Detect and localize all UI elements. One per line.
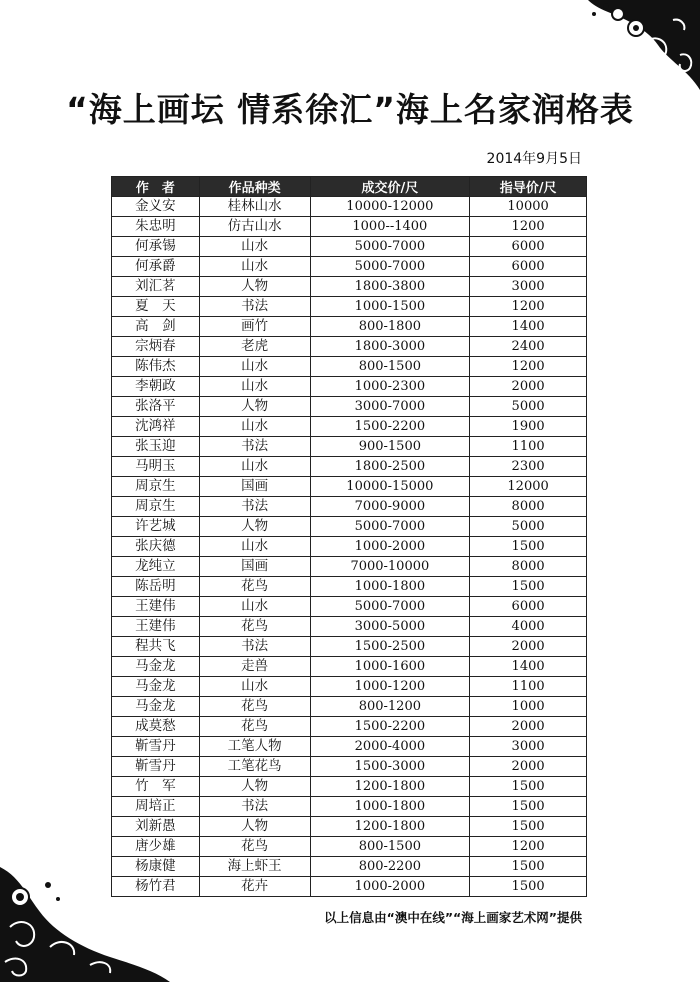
deal-price-cell: 1800-3000	[310, 337, 470, 357]
category-cell: 山水	[199, 417, 310, 437]
table-row	[112, 837, 587, 857]
guide-price-cell: 8000	[470, 557, 587, 577]
category-cell: 山水	[199, 377, 310, 397]
guide-price-cell: 8000	[470, 497, 587, 517]
table-row	[112, 197, 587, 217]
artist-cell: 许艺城	[112, 517, 200, 537]
artist-cell: 竹 军	[112, 777, 200, 797]
category-cell: 山水	[199, 237, 310, 257]
deal-price-cell: 800-1800	[310, 317, 470, 337]
deal-price-cell: 1200-1800	[310, 777, 470, 797]
guide-price-cell: 6000	[470, 237, 587, 257]
artist-cell: 朱忠明	[112, 217, 200, 237]
guide-price-cell: 10000	[470, 197, 587, 217]
category-cell: 花鸟	[199, 717, 310, 737]
artist-cell: 宗炳春	[112, 337, 200, 357]
guide-price-cell: 6000	[470, 257, 587, 277]
page-title: “海上画坛 情系徐汇”海上名家润格表	[66, 90, 634, 129]
table-row	[112, 617, 587, 637]
table-row	[112, 757, 587, 777]
guide-price-cell: 1500	[470, 777, 587, 797]
artist-cell: 马金龙	[112, 657, 200, 677]
deal-price-cell: 800-1500	[310, 357, 470, 377]
deal-price-cell: 1800-2500	[310, 457, 470, 477]
table-row	[112, 277, 587, 297]
category-cell: 走兽	[199, 657, 310, 677]
table-row	[112, 777, 587, 797]
deal-price-cell: 3000-5000	[310, 617, 470, 637]
floral-ornament-top-right	[588, 0, 700, 90]
guide-price-cell: 4000	[470, 617, 587, 637]
artist-cell: 龙纯立	[112, 557, 200, 577]
category-cell: 书法	[199, 437, 310, 457]
guide-price-cell: 2000	[470, 377, 587, 397]
guide-price-cell: 1200	[470, 297, 587, 317]
deal-price-cell: 800-2200	[310, 857, 470, 877]
guide-price-cell: 1500	[470, 857, 587, 877]
date-label: 2014年9月5日	[486, 151, 582, 167]
deal-price-cell: 800-1500	[310, 837, 470, 857]
artist-cell: 李朝政	[112, 377, 200, 397]
table-row	[112, 517, 587, 537]
table-row	[112, 857, 587, 877]
category-cell: 花鸟	[199, 837, 310, 857]
artist-cell: 刘新愚	[112, 817, 200, 837]
guide-price-cell: 1200	[470, 837, 587, 857]
deal-price-cell: 5000-7000	[310, 237, 470, 257]
table-row	[112, 397, 587, 417]
artist-cell: 靳雪丹	[112, 757, 200, 777]
guide-price-cell: 1100	[470, 437, 587, 457]
table-row	[112, 697, 587, 717]
deal-price-cell: 2000-4000	[310, 737, 470, 757]
deal-price-cell: 1500-2200	[310, 417, 470, 437]
table-row	[112, 357, 587, 377]
artist-cell: 何承爵	[112, 257, 200, 277]
deal-price-cell: 7000-10000	[310, 557, 470, 577]
deal-price-cell: 1200-1800	[310, 817, 470, 837]
deal-price-cell: 1500-3000	[310, 757, 470, 777]
table-row	[112, 737, 587, 757]
artist-cell: 周京生	[112, 477, 200, 497]
artist-cell: 张洛平	[112, 397, 200, 417]
guide-price-cell: 2300	[470, 457, 587, 477]
deal-price-cell: 5000-7000	[310, 257, 470, 277]
guide-price-cell: 12000	[470, 477, 587, 497]
table-row	[112, 677, 587, 697]
artist-cell: 张庆德	[112, 537, 200, 557]
guide-price-cell: 1500	[470, 877, 587, 897]
category-cell: 山水	[199, 357, 310, 377]
deal-price-cell: 7000-9000	[310, 497, 470, 517]
category-cell: 工笔花鸟	[199, 757, 310, 777]
artist-cell: 高 剑	[112, 317, 200, 337]
deal-price-cell: 1000-1800	[310, 577, 470, 597]
table-row	[112, 717, 587, 737]
guide-price-cell: 2000	[470, 757, 587, 777]
table-row	[112, 377, 587, 397]
guide-price-cell: 1000	[470, 697, 587, 717]
deal-price-cell: 3000-7000	[310, 397, 470, 417]
artist-cell: 杨竹君	[112, 877, 200, 897]
artist-cell: 陈岳明	[112, 577, 200, 597]
deal-price-cell: 900-1500	[310, 437, 470, 457]
table-row	[112, 417, 587, 437]
artist-cell: 刘汇茗	[112, 277, 200, 297]
table-row	[112, 477, 587, 497]
deal-price-cell: 10000-15000	[310, 477, 470, 497]
table-row	[112, 257, 587, 277]
guide-price-cell: 1900	[470, 417, 587, 437]
table-body	[112, 197, 587, 897]
category-cell: 花鸟	[199, 617, 310, 637]
category-cell: 工笔人物	[199, 737, 310, 757]
table-row	[112, 297, 587, 317]
category-cell: 人物	[199, 277, 310, 297]
table-row	[112, 597, 587, 617]
guide-price-cell: 1500	[470, 577, 587, 597]
source-note: 以上信息由“澳中在线”“海上画家艺术网”提供	[324, 910, 582, 925]
category-cell: 山水	[199, 257, 310, 277]
table-row	[112, 437, 587, 457]
deal-price-cell: 10000-12000	[310, 197, 470, 217]
artist-cell: 王建伟	[112, 617, 200, 637]
artist-cell: 马金龙	[112, 697, 200, 717]
table-row	[112, 817, 587, 837]
category-cell: 桂林山水	[199, 197, 310, 217]
guide-price-cell: 1500	[470, 537, 587, 557]
deal-price-cell: 800-1200	[310, 697, 470, 717]
category-cell: 花鸟	[199, 697, 310, 717]
table-row	[112, 797, 587, 817]
table-row	[112, 637, 587, 657]
category-cell: 仿古山水	[199, 217, 310, 237]
category-cell: 书法	[199, 637, 310, 657]
artist-cell: 周培正	[112, 797, 200, 817]
deal-price-cell: 1000-2000	[310, 877, 470, 897]
artist-cell: 何承锡	[112, 237, 200, 257]
guide-price-cell: 1100	[470, 677, 587, 697]
category-cell: 山水	[199, 677, 310, 697]
category-cell: 人物	[199, 517, 310, 537]
artist-cell: 陈伟杰	[112, 357, 200, 377]
artist-cell: 夏 天	[112, 297, 200, 317]
guide-price-cell: 3000	[470, 737, 587, 757]
guide-price-cell: 2000	[470, 717, 587, 737]
deal-price-cell: 1000-1500	[310, 297, 470, 317]
category-cell: 老虎	[199, 337, 310, 357]
guide-price-cell: 1200	[470, 357, 587, 377]
guide-price-cell: 2000	[470, 637, 587, 657]
header-artist: 作 者	[112, 177, 200, 197]
guide-price-cell: 1200	[470, 217, 587, 237]
artist-cell: 杨康健	[112, 857, 200, 877]
category-cell: 人物	[199, 397, 310, 417]
category-cell: 人物	[199, 817, 310, 837]
table-row	[112, 877, 587, 897]
deal-price-cell: 5000-7000	[310, 597, 470, 617]
category-cell: 书法	[199, 797, 310, 817]
guide-price-cell: 1500	[470, 817, 587, 837]
deal-price-cell: 1800-3800	[310, 277, 470, 297]
header-deal-price: 成交价/尺	[310, 177, 470, 197]
category-cell: 国画	[199, 477, 310, 497]
table-header-row	[112, 177, 587, 197]
table-row	[112, 237, 587, 257]
artist-cell: 王建伟	[112, 597, 200, 617]
table-row	[112, 217, 587, 237]
artist-cell: 马明玉	[112, 457, 200, 477]
deal-price-cell: 1000-1800	[310, 797, 470, 817]
table-row	[112, 337, 587, 357]
artist-cell: 成莫愁	[112, 717, 200, 737]
category-cell: 山水	[199, 457, 310, 477]
category-cell: 国画	[199, 557, 310, 577]
guide-price-cell: 5000	[470, 397, 587, 417]
deal-price-cell: 1000--1400	[310, 217, 470, 237]
guide-price-cell: 2400	[470, 337, 587, 357]
guide-price-cell: 1400	[470, 657, 587, 677]
artist-cell: 周京生	[112, 497, 200, 517]
deal-price-cell: 1000-2300	[310, 377, 470, 397]
category-cell: 花卉	[199, 877, 310, 897]
table-row	[112, 497, 587, 517]
table-row	[112, 557, 587, 577]
category-cell: 书法	[199, 297, 310, 317]
price-table	[111, 176, 587, 897]
guide-price-cell: 1500	[470, 797, 587, 817]
artist-cell: 马金龙	[112, 677, 200, 697]
artist-cell: 沈鸿祥	[112, 417, 200, 437]
header-category: 作品种类	[199, 177, 310, 197]
deal-price-cell: 1500-2500	[310, 637, 470, 657]
category-cell: 书法	[199, 497, 310, 517]
category-cell: 山水	[199, 537, 310, 557]
header-guide-price: 指导价/尺	[470, 177, 587, 197]
category-cell: 画竹	[199, 317, 310, 337]
artist-cell: 程共飞	[112, 637, 200, 657]
category-cell: 花鸟	[199, 577, 310, 597]
deal-price-cell: 1000-1600	[310, 657, 470, 677]
guide-price-cell: 1400	[470, 317, 587, 337]
artist-cell: 张玉迎	[112, 437, 200, 457]
deal-price-cell: 1000-1200	[310, 677, 470, 697]
deal-price-cell: 1000-2000	[310, 537, 470, 557]
category-cell: 海上虾王	[199, 857, 310, 877]
table-row	[112, 317, 587, 337]
guide-price-cell: 6000	[470, 597, 587, 617]
category-cell: 人物	[199, 777, 310, 797]
deal-price-cell: 5000-7000	[310, 517, 470, 537]
table-row	[112, 577, 587, 597]
category-cell: 山水	[199, 597, 310, 617]
guide-price-cell: 5000	[470, 517, 587, 537]
artist-cell: 唐少雄	[112, 837, 200, 857]
table-row	[112, 457, 587, 477]
deal-price-cell: 1500-2200	[310, 717, 470, 737]
artist-cell: 金义安	[112, 197, 200, 217]
guide-price-cell: 3000	[470, 277, 587, 297]
artist-cell: 靳雪丹	[112, 737, 200, 757]
table-row	[112, 537, 587, 557]
table-row	[112, 657, 587, 677]
